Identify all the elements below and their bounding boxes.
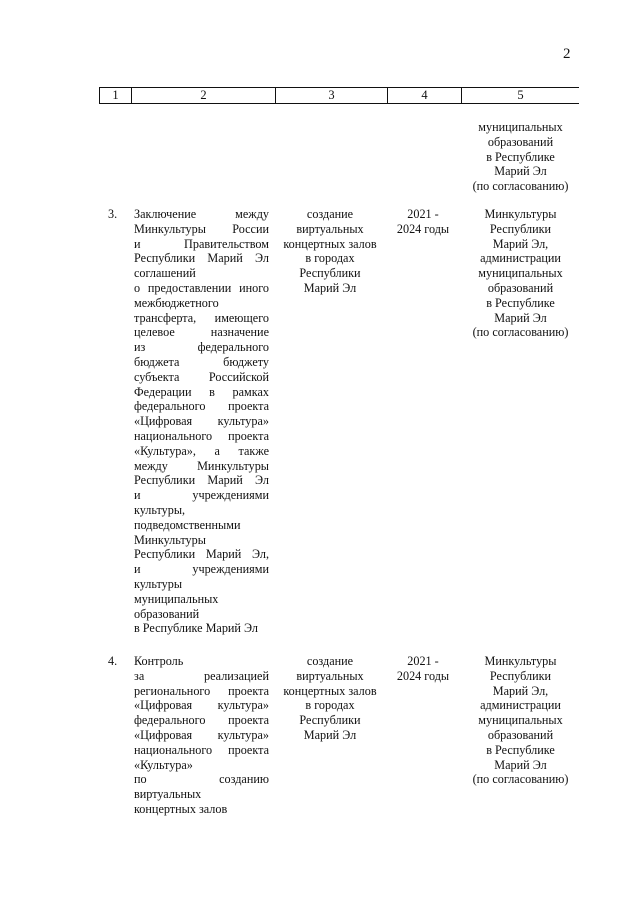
text-line: администрации [480, 698, 561, 713]
text-line: культуры [134, 576, 183, 591]
text-line: Контроль [134, 654, 184, 668]
text-line: «Цифровая культура» [134, 727, 269, 742]
header-cell: 3 [275, 88, 387, 103]
text-line: муниципальных [478, 713, 563, 728]
text-line: образований [487, 280, 554, 295]
text-line: в Республике [486, 149, 555, 164]
text-line: Марий Эл, [492, 683, 549, 698]
text-line: субъекта Российской [134, 369, 269, 384]
text-line: концертных залов [134, 801, 228, 816]
text-line: муниципальных [134, 591, 219, 606]
row-number: 3. [108, 207, 118, 221]
text-line: регионального проекта [134, 683, 269, 698]
header-cell: 1 [99, 88, 131, 103]
text-line: виртуальных [134, 787, 202, 802]
header-cell: 4 [387, 88, 461, 103]
row-event-cell [134, 207, 269, 636]
text-line: концертных залов [283, 236, 377, 251]
text-line: по созданию [134, 772, 269, 787]
text-line: Федерации в рамках [134, 384, 269, 399]
text-line: из федерального [134, 340, 269, 355]
text-line: Марий Эл [494, 164, 547, 179]
text-line: о предоставлении иного [134, 280, 269, 295]
text-line: соглашений [134, 266, 196, 281]
text-line: (по согласованию) [472, 179, 569, 194]
text-line: 2024 годы [396, 221, 450, 236]
text-line: федерального проекта [134, 713, 269, 728]
text-line: федерального проекта [134, 399, 269, 414]
text-line: между Минкультуры [134, 458, 269, 473]
text-line: и учреждениями [134, 562, 269, 577]
text-line: культуры, [134, 502, 186, 517]
text-line: администрации [480, 251, 561, 266]
row-event-cell [134, 654, 269, 817]
header-cell: 5 [461, 88, 579, 103]
text-line: за реализацией [134, 668, 269, 683]
text-line: национального проекта [134, 742, 269, 757]
row-result-cell [276, 654, 384, 743]
text-line: Минкультуры [134, 532, 206, 547]
row-responsible-cell [462, 207, 579, 340]
text-line: Республики [489, 668, 552, 683]
text-line: Республики [299, 266, 361, 281]
text-line: создание [306, 654, 354, 668]
text-line: «Культура», а также [134, 443, 269, 458]
text-line: муниципальных [478, 266, 563, 281]
text-line: Марий Эл [494, 757, 547, 772]
text-line: Республики [489, 221, 552, 236]
page-number: 2 [563, 46, 571, 62]
text-line: подведомственными [134, 517, 241, 532]
text-line: образований [487, 134, 554, 149]
text-line: национального проекта [134, 428, 269, 443]
text-line: и учреждениями [134, 488, 269, 503]
text-line: виртуальных [296, 221, 364, 236]
text-line: Марий Эл [303, 280, 357, 295]
text-line: в городах [305, 251, 355, 266]
text-line: виртуальных [296, 668, 364, 683]
text-line: в городах [305, 698, 355, 713]
text-line: межбюджетного [134, 295, 219, 310]
text-line: «Цифровая культура» [134, 698, 269, 713]
text-line: целевое назначение [134, 325, 269, 340]
text-line: трансферта, имеющего [134, 310, 269, 325]
text-line: (по согласованию) [472, 772, 569, 787]
text-line: Марий Эл [303, 727, 357, 742]
text-line: концертных залов [283, 683, 377, 698]
text-line: Республики Марий Эл [134, 473, 269, 488]
text-line: бюджета бюджету [134, 354, 269, 369]
text-line: 2024 годы [396, 668, 450, 683]
text-line: и Правительством [134, 236, 269, 251]
text-line: в Республике [486, 742, 555, 757]
text-line: (по согласованию) [472, 325, 569, 340]
text-line: Заключение между [134, 207, 269, 221]
row-period-cell [388, 207, 458, 237]
text-line: 2021 - [407, 654, 439, 668]
text-line: «Цифровая культура» [134, 414, 269, 429]
text-line: образований [487, 727, 554, 742]
row-period-cell [388, 654, 458, 684]
text-line: в Республике Марий Эл [134, 621, 258, 636]
row-number: 4. [108, 654, 118, 668]
text-line: муниципальных [478, 120, 563, 134]
text-line: «Культура» [134, 757, 193, 772]
text-line: Марий Эл [494, 310, 547, 325]
header-cell: 2 [131, 88, 275, 103]
table-header [99, 87, 579, 104]
text-line: Минкультуры России [134, 221, 269, 236]
row-result-cell [276, 207, 384, 296]
text-line: Минкультуры [484, 207, 557, 221]
text-line: Минкультуры [484, 654, 557, 668]
text-line: Республики Марий Эл [134, 251, 269, 266]
text-line: создание [306, 207, 354, 221]
text-line: образований [134, 606, 200, 621]
continuation-cell-responsible [462, 120, 579, 194]
text-line: Марий Эл, [492, 236, 549, 251]
text-line: 2021 - [407, 207, 439, 221]
text-line: Республики Марий Эл, [134, 547, 269, 562]
text-line: Республики [299, 713, 361, 728]
row-responsible-cell [462, 654, 579, 787]
text-line: в Республике [486, 295, 555, 310]
